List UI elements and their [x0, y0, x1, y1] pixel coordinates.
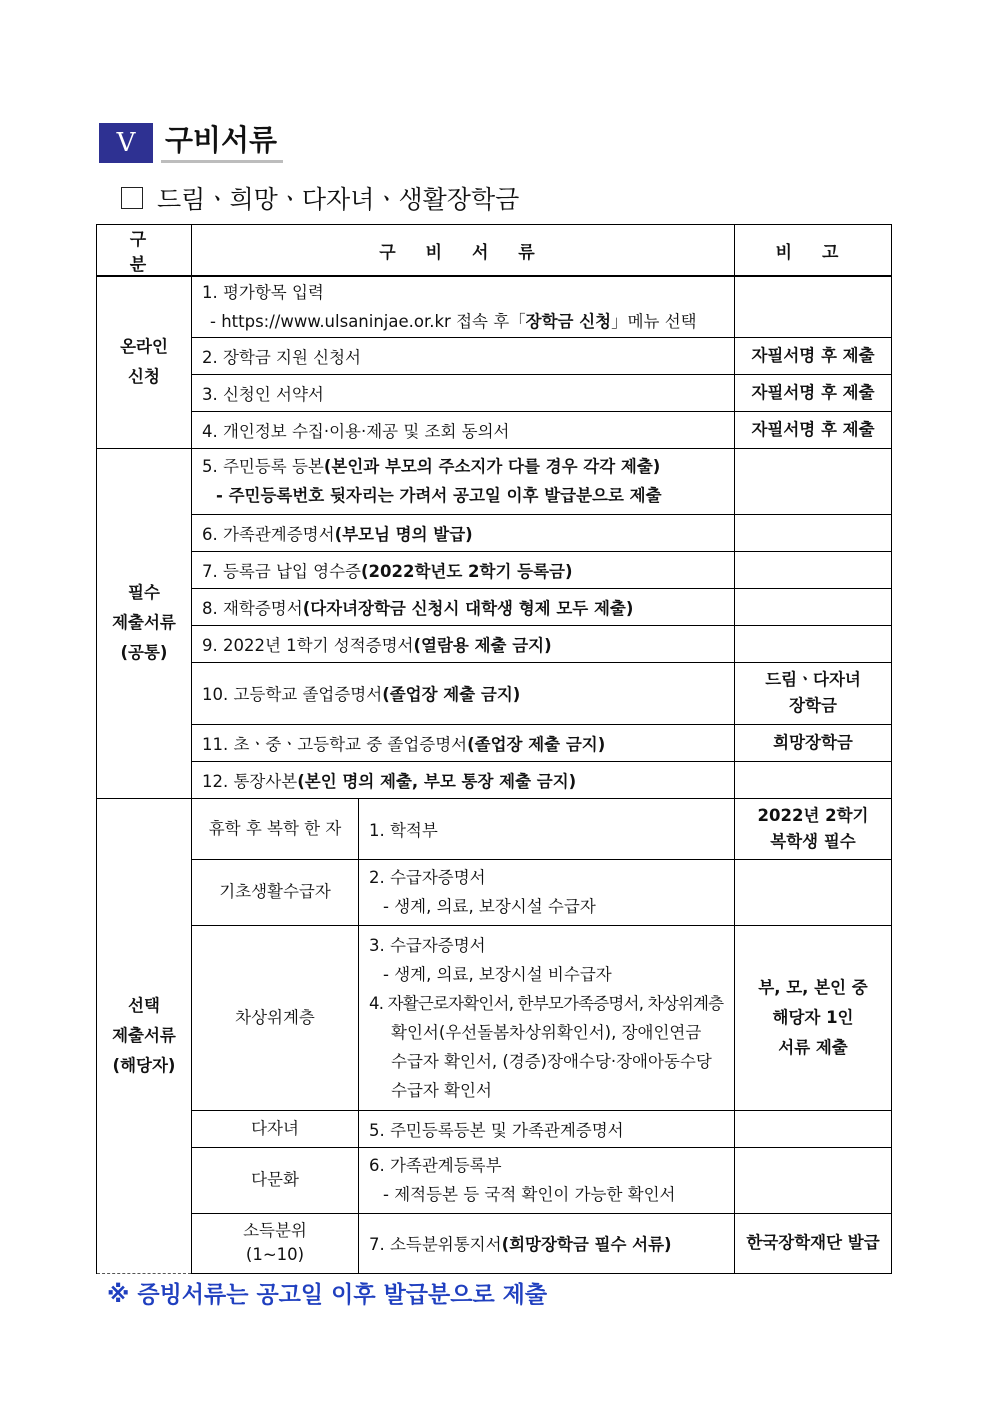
group-cell: 차상위계층 — [192, 925, 359, 1110]
footer-note: ※ 증빙서류는 공고일 이후 발급분으로 제출 — [107, 1282, 548, 1308]
group-cell: 다자녀 — [192, 1110, 359, 1147]
category-online: 온라인 신청 — [97, 276, 192, 448]
doc-cell: 7. 등록금 납입 영수증(2022학년도 2학기 등록금) — [192, 551, 735, 588]
remark-cell — [735, 588, 892, 625]
table-row — [97, 859, 892, 925]
subtitle-text: 드림ㆍ희망ㆍ다자녀ㆍ생활장학금 — [157, 185, 520, 214]
group-cell: 다문화 — [192, 1147, 359, 1213]
remark-cell: 자필서명 후 제출 — [735, 374, 892, 411]
category-required: 필수 제출서류 (공통) — [97, 448, 192, 798]
doc-cell: 5. 주민등록 등본(본인과 부모의 주소지가 다를 경우 각각 제출) - 주민등록번호 뒷자리는 가려서 공고일 이후 발급분으로 제출 — [192, 448, 735, 514]
table-row — [97, 761, 892, 798]
group-cell: 기초생활수급자 — [192, 859, 359, 925]
remark-cell — [735, 1110, 892, 1147]
section-title: 구비서류 — [161, 122, 283, 163]
doc-cell: 4. 개인정보 수집·이용·제공 및 조회 동의서 — [192, 411, 735, 448]
remark-cell: 드림ㆍ다자녀 장학금 — [735, 662, 892, 724]
header-category: 구 분 — [97, 225, 192, 277]
remark-cell: 희망장학금 — [735, 724, 892, 761]
doc-cell: 2. 수급자증명서 - 생계, 의료, 보장시설 수급자 — [359, 859, 735, 925]
doc-cell: 8. 재학증명서(다자녀장학금 신청시 대학생 형제 모두 제출) — [192, 588, 735, 625]
category-optional: 선택 제출서류 (해당자) — [97, 798, 192, 1273]
table-row — [97, 1110, 892, 1147]
remark-cell: 2022년 2학기 복학생 필수 — [735, 798, 892, 859]
doc-cell: 6. 가족관계증명서(부모님 명의 발급) — [192, 514, 735, 551]
doc-cell: 3. 수급자증명서 - 생계, 의료, 보장시설 비수급자 4. 자활근로자확인서, 한부모가족증명서, 차상위계층 확인서(우선돌봄차상위확인서), 장애인연금 수급자 확인서, (경증)장애수당·장애아동수당 수급자 확인서 — [359, 925, 735, 1110]
doc-cell: 1. 평가항목 입력 - https://www.ulsaninjae.or.kr 접속 후「장학금 신청」메뉴 선택 — [192, 276, 735, 337]
section-header — [99, 122, 283, 163]
doc-cell: 2. 장학금 지원 신청서 — [192, 337, 735, 374]
remark-cell — [735, 448, 892, 514]
remark-cell — [735, 551, 892, 588]
remark-cell — [735, 761, 892, 798]
table-row — [97, 662, 892, 724]
remark-cell: 한국장학재단 발급 — [735, 1213, 892, 1273]
documents-table — [96, 224, 892, 1274]
header-documents: 구 비 서 류 — [192, 225, 735, 277]
group-cell: 휴학 후 복학 한 자 — [192, 798, 359, 859]
subtitle — [121, 180, 519, 216]
remark-cell: 자필서명 후 제출 — [735, 411, 892, 448]
doc-cell: 1. 학적부 — [359, 798, 735, 859]
table-row — [97, 925, 892, 1110]
remark-cell — [735, 1147, 892, 1213]
table-row — [97, 374, 892, 411]
doc-cell: 3. 신청인 서약서 — [192, 374, 735, 411]
doc-cell: 9. 2022년 1학기 성적증명서(열람용 제출 금지) — [192, 625, 735, 662]
table-row — [97, 551, 892, 588]
remark-cell: 자필서명 후 제출 — [735, 337, 892, 374]
table-row — [97, 1147, 892, 1213]
remark-cell: 부, 모, 본인 중 해당자 1인 서류 제출 — [735, 925, 892, 1110]
table-row — [97, 724, 892, 761]
remark-cell — [735, 276, 892, 337]
doc-cell: 6. 가족관계등록부 - 제적등본 등 국적 확인이 가능한 확인서 — [359, 1147, 735, 1213]
table-row — [97, 448, 892, 514]
doc-cell: 11. 초ㆍ중ㆍ고등학교 중 졸업증명서(졸업장 제출 금지) — [192, 724, 735, 761]
table-row — [97, 411, 892, 448]
remark-cell — [735, 625, 892, 662]
remark-cell — [735, 514, 892, 551]
table-row — [97, 1213, 892, 1273]
doc-cell: 5. 주민등록등본 및 가족관계증명서 — [359, 1110, 735, 1147]
header-remarks: 비 고 — [735, 225, 892, 277]
doc-cell: 12. 통장사본(본인 명의 제출, 부모 통장 제출 금지) — [192, 761, 735, 798]
table-row — [97, 625, 892, 662]
table-row — [97, 276, 892, 337]
doc-cell: 7. 소득분위통지서(희망장학금 필수 서류) — [359, 1213, 735, 1273]
remark-cell — [735, 859, 892, 925]
doc-cell: 10. 고등학교 졸업증명서(졸업장 제출 금지) — [192, 662, 735, 724]
group-cell: 소득분위 (1~10) — [192, 1213, 359, 1273]
table-row — [97, 514, 892, 551]
section-number-badge: V — [99, 123, 153, 163]
table-row — [97, 588, 892, 625]
table-row — [97, 798, 892, 859]
table-row — [97, 337, 892, 374]
table-header-row — [97, 225, 892, 277]
checkbox-square-icon — [121, 187, 143, 209]
